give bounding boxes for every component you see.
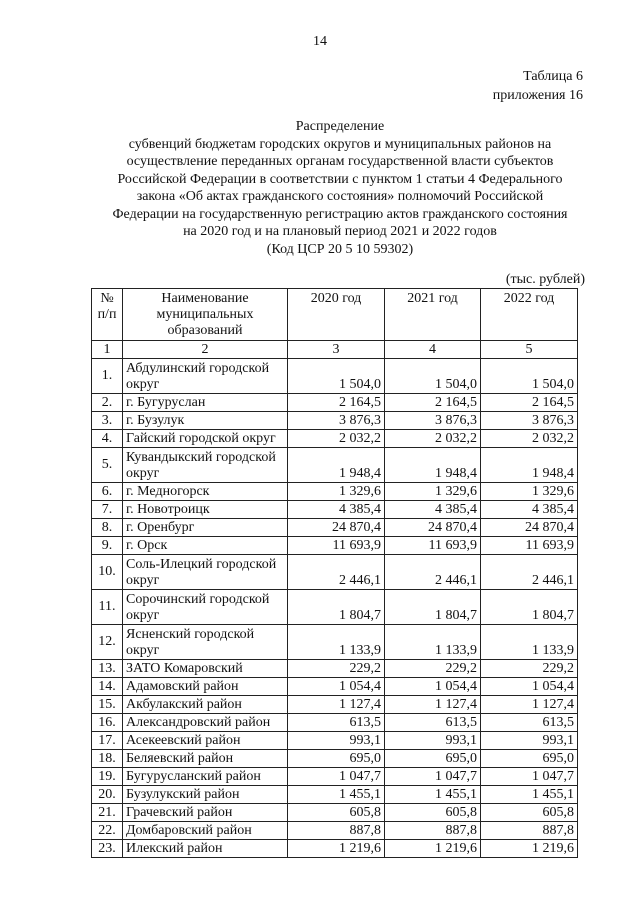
municipality-name: Асекеевский район xyxy=(123,732,288,750)
row-number: 5. xyxy=(92,448,123,483)
municipality-name: Гайский городской округ xyxy=(123,430,288,448)
value-2021: 887,8 xyxy=(385,822,481,840)
value-2021: 1 804,7 xyxy=(385,590,481,625)
value-2021: 695,0 xyxy=(385,750,481,768)
value-2021: 1 054,4 xyxy=(385,678,481,696)
municipality-name: Сорочинский городской округ xyxy=(123,590,288,625)
header-2020: 2020 год xyxy=(288,289,385,341)
municipality-name: г. Орск xyxy=(123,537,288,555)
table-row xyxy=(92,537,578,555)
value-2021: 1 329,6 xyxy=(385,483,481,501)
value-2022: 887,8 xyxy=(481,822,578,840)
value-2021: 2 446,1 xyxy=(385,555,481,590)
value-2020: 24 870,4 xyxy=(288,519,385,537)
column-number: 3 xyxy=(288,341,385,359)
heading-line: (Код ЦСР 20 5 10 59302) xyxy=(266,241,414,257)
document-heading xyxy=(80,118,600,258)
table-row xyxy=(92,359,578,394)
value-2021: 3 876,3 xyxy=(385,412,481,430)
value-2022: 1 455,1 xyxy=(481,786,578,804)
header-name: Наименование муниципальных образований xyxy=(123,289,288,341)
value-2022: 3 876,3 xyxy=(481,412,578,430)
municipality-name: г. Медногорск xyxy=(123,483,288,501)
table-row xyxy=(92,483,578,501)
heading-line: на 2020 год и на плановый период 2021 и 2022 годов xyxy=(183,224,497,239)
table-row xyxy=(92,519,578,537)
municipality-name: г. Новотроицк xyxy=(123,501,288,519)
row-number: 1. xyxy=(92,359,123,394)
row-number: 18. xyxy=(92,750,123,768)
value-2021: 24 870,4 xyxy=(385,519,481,537)
value-2020: 2 032,2 xyxy=(288,430,385,448)
municipality-name: г. Бузулук xyxy=(123,412,288,430)
subvention-table xyxy=(91,288,578,858)
value-2020: 887,8 xyxy=(288,822,385,840)
table-row xyxy=(92,768,578,786)
value-2020: 1 948,4 xyxy=(288,448,385,483)
header-row xyxy=(92,289,578,341)
heading-line: осуществление переданных органам государственной власти субъектов xyxy=(126,154,554,169)
row-number: 15. xyxy=(92,696,123,714)
municipality-name: ЗАТО Комаровский xyxy=(123,660,288,678)
row-number: 20. xyxy=(92,786,123,804)
row-number: 19. xyxy=(92,768,123,786)
municipality-name: Беляевский район xyxy=(123,750,288,768)
table-row xyxy=(92,590,578,625)
table-row xyxy=(92,696,578,714)
table-row xyxy=(92,555,578,590)
row-number: 10. xyxy=(92,555,123,590)
value-2022: 2 032,2 xyxy=(481,430,578,448)
value-2022: 1 133,9 xyxy=(481,625,578,660)
heading-line: субвенций бюджетам городских округов и муниципальных районов на xyxy=(128,136,552,152)
value-2021: 605,8 xyxy=(385,804,481,822)
row-number: 23. xyxy=(92,840,123,858)
value-2022: 24 870,4 xyxy=(481,519,578,537)
row-number: 9. xyxy=(92,537,123,555)
value-2021: 4 385,4 xyxy=(385,501,481,519)
table-caption xyxy=(493,67,583,105)
municipality-name: Грачевский район xyxy=(123,804,288,822)
unit-label: (тыс. рублей) xyxy=(505,272,585,287)
row-number: 21. xyxy=(92,804,123,822)
column-number: 1 xyxy=(92,341,123,359)
table-row xyxy=(92,840,578,858)
value-2020: 1 504,0 xyxy=(288,359,385,394)
value-2021: 2 164,5 xyxy=(385,394,481,412)
table-row xyxy=(92,822,578,840)
value-2021: 11 693,9 xyxy=(385,537,481,555)
value-2021: 1 504,0 xyxy=(385,359,481,394)
header-num: № п/п xyxy=(92,289,123,341)
page-number: 14 xyxy=(313,34,327,49)
municipality-name: Ясненский городской округ xyxy=(123,625,288,660)
table-row xyxy=(92,394,578,412)
table-row xyxy=(92,750,578,768)
heading-line: закона «Об актах гражданского состояния» полномочий Российской xyxy=(136,189,544,204)
annex-label: приложения 16 xyxy=(492,88,583,103)
value-2020: 229,2 xyxy=(288,660,385,678)
value-2021: 1 219,6 xyxy=(385,840,481,858)
municipality-name: Домбаровский район xyxy=(123,822,288,840)
row-number: 17. xyxy=(92,732,123,750)
value-2022: 1 047,7 xyxy=(481,768,578,786)
value-2022: 4 385,4 xyxy=(481,501,578,519)
value-2022: 1 329,6 xyxy=(481,483,578,501)
value-2020: 3 876,3 xyxy=(288,412,385,430)
row-number: 11. xyxy=(92,590,123,625)
municipality-name: Акбулакский район xyxy=(123,696,288,714)
table-label: Таблица 6 xyxy=(523,69,583,84)
value-2020: 695,0 xyxy=(288,750,385,768)
value-2020: 1 047,7 xyxy=(288,768,385,786)
municipality-name: Адамовский район xyxy=(123,678,288,696)
municipality-name: Абдулинский городской округ xyxy=(123,359,288,394)
municipality-name: Соль-Илецкий городской округ xyxy=(123,555,288,590)
value-2020: 1 804,7 xyxy=(288,590,385,625)
value-2022: 1 219,6 xyxy=(481,840,578,858)
row-number: 4. xyxy=(92,430,123,448)
municipality-name: г. Бугуруслан xyxy=(123,394,288,412)
table-row xyxy=(92,625,578,660)
value-2020: 1 329,6 xyxy=(288,483,385,501)
value-2022: 1 054,4 xyxy=(481,678,578,696)
value-2022: 2 446,1 xyxy=(481,555,578,590)
value-2021: 613,5 xyxy=(385,714,481,732)
column-number: 4 xyxy=(385,341,481,359)
municipality-name: Кувандыкский городской округ xyxy=(123,448,288,483)
row-number: 16. xyxy=(92,714,123,732)
row-number: 7. xyxy=(92,501,123,519)
value-2021: 1 127,4 xyxy=(385,696,481,714)
table-row xyxy=(92,660,578,678)
table-row xyxy=(92,448,578,483)
table-row xyxy=(92,678,578,696)
table-row xyxy=(92,412,578,430)
row-number: 13. xyxy=(92,660,123,678)
value-2020: 4 385,4 xyxy=(288,501,385,519)
value-2020: 605,8 xyxy=(288,804,385,822)
value-2022: 695,0 xyxy=(481,750,578,768)
value-2021: 1 047,7 xyxy=(385,768,481,786)
column-number-row xyxy=(92,341,578,359)
value-2022: 1 948,4 xyxy=(481,448,578,483)
value-2021: 993,1 xyxy=(385,732,481,750)
value-2020: 11 693,9 xyxy=(288,537,385,555)
value-2022: 11 693,9 xyxy=(481,537,578,555)
table-row xyxy=(92,430,578,448)
value-2022: 1 127,4 xyxy=(481,696,578,714)
value-2021: 2 032,2 xyxy=(385,430,481,448)
row-number: 6. xyxy=(92,483,123,501)
value-2022: 613,5 xyxy=(481,714,578,732)
column-number: 2 xyxy=(123,341,288,359)
table-row xyxy=(92,786,578,804)
heading-line: Распределение xyxy=(295,119,385,134)
row-number: 12. xyxy=(92,625,123,660)
header-2022: 2022 год xyxy=(481,289,578,341)
row-number: 22. xyxy=(92,822,123,840)
value-2020: 1 219,6 xyxy=(288,840,385,858)
row-number: 3. xyxy=(92,412,123,430)
value-2022: 229,2 xyxy=(481,660,578,678)
value-2020: 2 446,1 xyxy=(288,555,385,590)
value-2022: 605,8 xyxy=(481,804,578,822)
table-row xyxy=(92,501,578,519)
header-2021: 2021 год xyxy=(385,289,481,341)
heading-line: Федерации на государственную регистрацию актов гражданского состояния xyxy=(112,206,568,222)
value-2022: 1 504,0 xyxy=(481,359,578,394)
value-2020: 993,1 xyxy=(288,732,385,750)
table-row xyxy=(92,714,578,732)
value-2020: 1 133,9 xyxy=(288,625,385,660)
value-2022: 993,1 xyxy=(481,732,578,750)
municipality-name: г. Оренбург xyxy=(123,519,288,537)
value-2020: 1 455,1 xyxy=(288,786,385,804)
table-row xyxy=(92,804,578,822)
value-2021: 1 133,9 xyxy=(385,625,481,660)
municipality-name: Александровский район xyxy=(123,714,288,732)
value-2020: 2 164,5 xyxy=(288,394,385,412)
value-2020: 613,5 xyxy=(288,714,385,732)
column-number: 5 xyxy=(481,341,578,359)
value-2021: 1 948,4 xyxy=(385,448,481,483)
municipality-name: Бугурусланский район xyxy=(123,768,288,786)
value-2022: 2 164,5 xyxy=(481,394,578,412)
value-2020: 1 054,4 xyxy=(288,678,385,696)
value-2022: 1 804,7 xyxy=(481,590,578,625)
heading-line: Российской Федерации в соответствии с пунктом 1 статьи 4 Федерального xyxy=(117,171,563,187)
municipality-name: Илекский район xyxy=(123,840,288,858)
table-row xyxy=(92,732,578,750)
value-2021: 229,2 xyxy=(385,660,481,678)
value-2020: 1 127,4 xyxy=(288,696,385,714)
row-number: 2. xyxy=(92,394,123,412)
value-2021: 1 455,1 xyxy=(385,786,481,804)
row-number: 14. xyxy=(92,678,123,696)
municipality-name: Бузулукский район xyxy=(123,786,288,804)
row-number: 8. xyxy=(92,519,123,537)
